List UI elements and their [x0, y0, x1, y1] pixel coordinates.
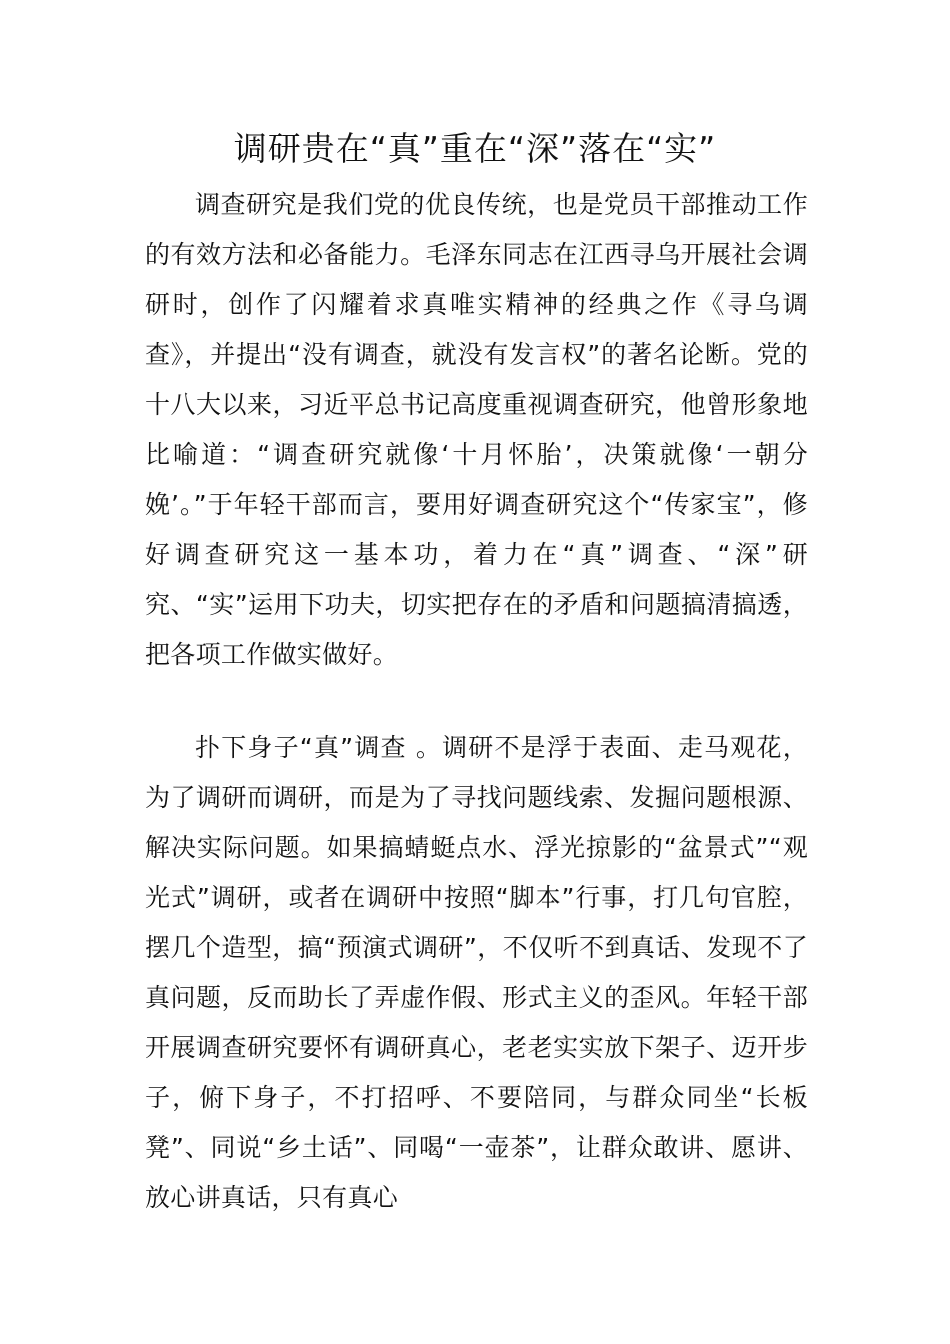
paragraph-intro: 调查研究是我们党的优良传统，也是党员干部推动工作的有效方法和必备能力。毛泽东同志在江西寻乌开展社会调研时，创作了闪耀着求真唯实精神的经典之作《寻乌调查》，并提出“没有调查，就没有发言权”的著名论断。党的十八大以来，习近平总书记高度重视调查研究，他曾形象地比喻道：“调查研究就像‘十月怀胎’，决策就像‘一朝分娩’。”于年轻干部而言，要用好调查研究这个“传家宝”，修好调查研究这一基本功，着力在“真”调查、“深”研究、“实”运用下功夫，切实把存在的矛盾和问题搞清搞透，把各项工作做实做好。 [145, 190, 808, 669]
paragraph-true-investigation: 扑下身子“真”调查 。调研不是浮于表面、走马观花，为了调研而调研，而是为了寻找问题线索、发掘问题根源、解决实际问题。如果搞蜻蜓点水、浮光掠影的“盆景式”“观光式”调研，或者在调研中按照“脚本”行事，打几句官腔，摆几个造型，搞“预演式调研”，不仅听不到真话、发现不了真问题，反而助长了弄虚作假、形式主义的歪风。年轻干部开展调查研究要怀有调研真心，老老实实放下架子、迈开步子，俯下身子，不打招呼、不要陪同，与群众同坐“长板凳”、同说“乡土话”、同喝“一壶茶”，让群众敢讲、愿讲、放心讲真话，只有真心 [145, 733, 808, 1212]
document-title: 调研贵在“真”重在“深”落在“实” [233, 129, 717, 168]
